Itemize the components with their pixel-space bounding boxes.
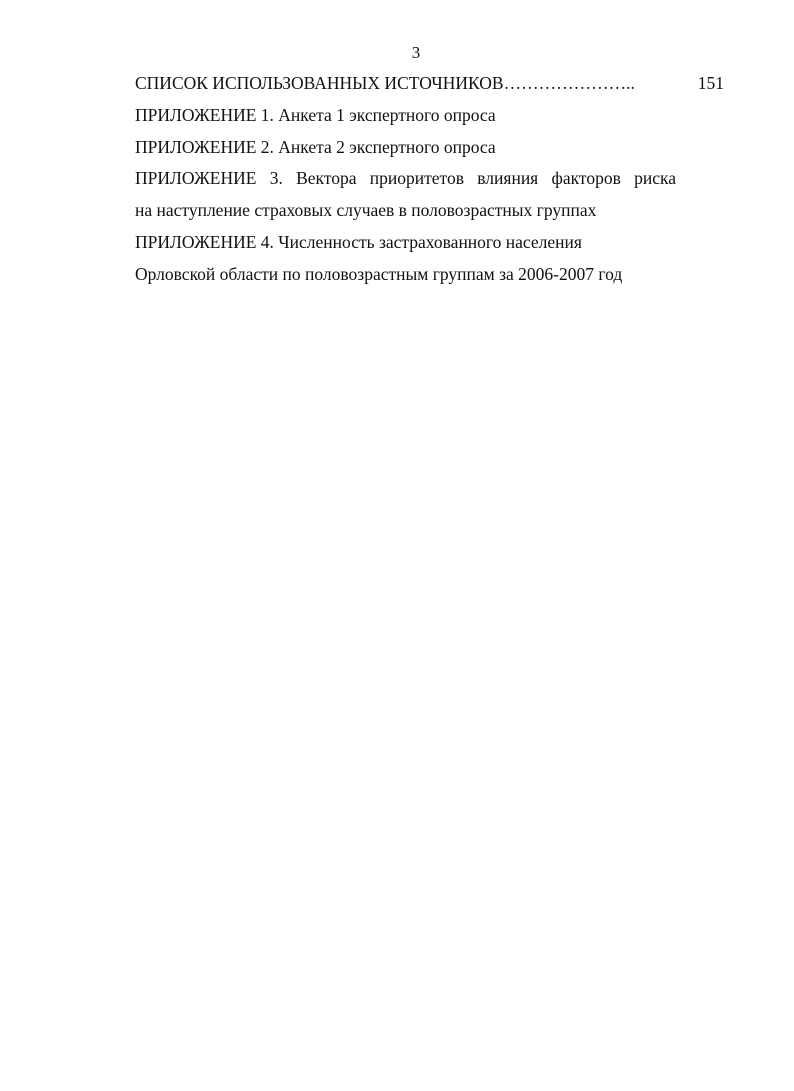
toc-entry-appendix-3-line-1: ПРИЛОЖЕНИЕ 3. Вектора приоритетов влияния факторов риска bbox=[135, 168, 676, 189]
toc-entry-appendix-4-line-2: Орловской области по половозрастным группам за 2006-2007 год bbox=[135, 263, 623, 284]
table-of-contents bbox=[135, 68, 724, 291]
toc-entry-appendix-4-line-1: ПРИЛОЖЕНИЕ 4. Численность застрахованного населения bbox=[135, 231, 582, 252]
toc-entry-page: 151 bbox=[697, 73, 724, 93]
toc-entry-references bbox=[135, 68, 724, 100]
toc-entry-appendix-3-line-2: на наступление страховых случаев в половозрастных группах bbox=[135, 200, 597, 221]
page-number: 3 bbox=[411, 43, 421, 62]
toc-entry-appendix-2: ПРИЛОЖЕНИЕ 2. Анкета 2 экспертного опроса bbox=[135, 136, 496, 157]
toc-entry-title: СПИСОК ИСПОЛЬЗОВАННЫХ ИСТОЧНИКОВ………………….. bbox=[135, 73, 635, 93]
toc-entry-appendix-1: ПРИЛОЖЕНИЕ 1. Анкета 1 экспертного опроса bbox=[135, 104, 496, 125]
